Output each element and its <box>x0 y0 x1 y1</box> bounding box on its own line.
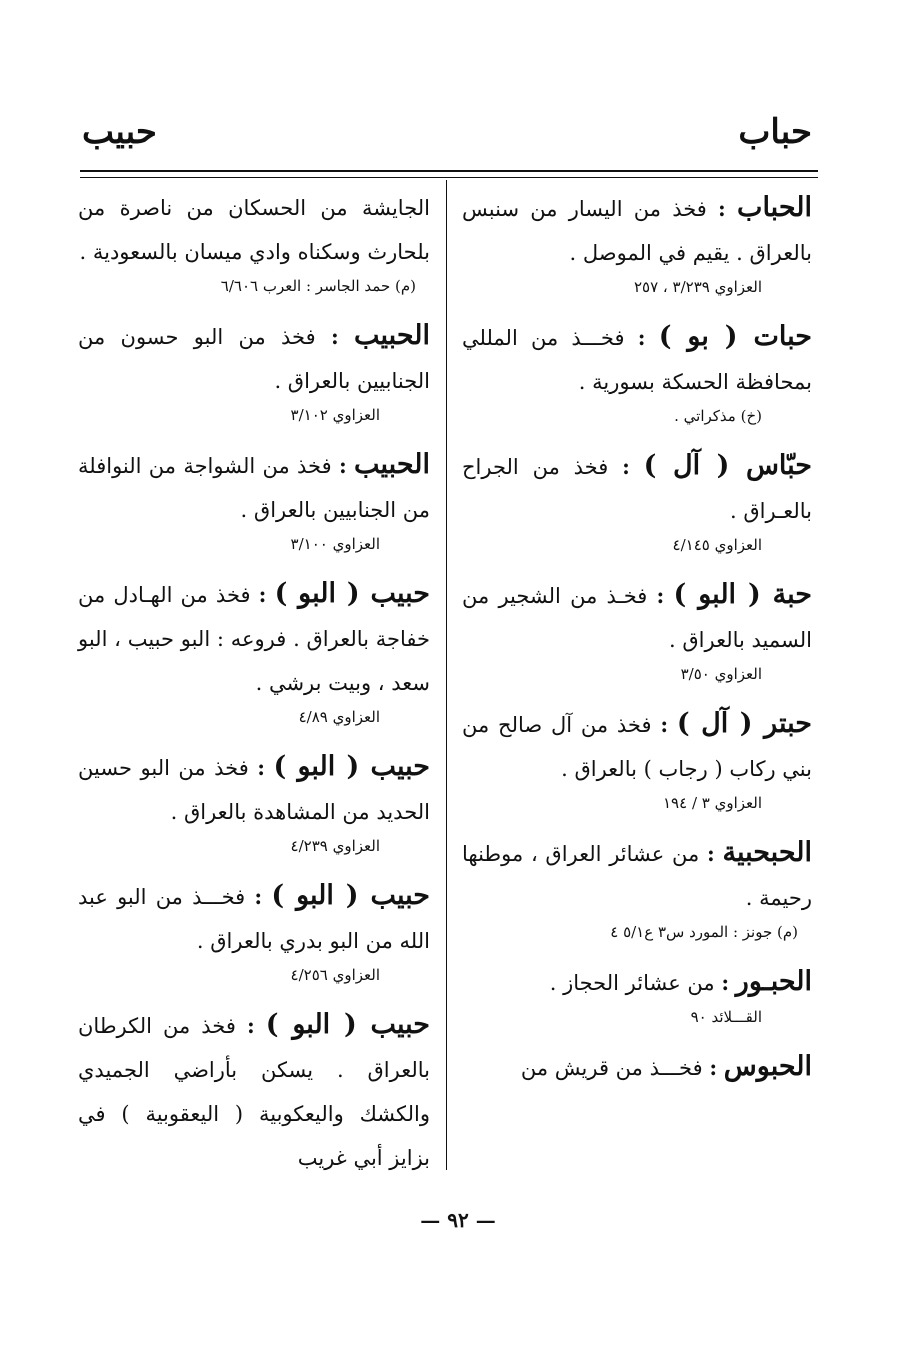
entry-text: فخـــذ من قريش من <box>520 1056 703 1080</box>
entry-al-habib-1 <box>78 314 430 427</box>
entry-text: فخذ من الشواجة من النوافلة من الجنابيين بالعراق . <box>78 454 430 522</box>
entry-al-hubus <box>462 1045 812 1090</box>
header-rule-thin <box>80 177 818 178</box>
entry-head: حبيب ( البو ) <box>274 578 430 609</box>
entry-head: الحباب <box>737 192 812 223</box>
entry-habib-3 <box>78 874 430 987</box>
entry-al-habur <box>462 960 812 1029</box>
entry-head: حبتر ( آل ) <box>676 708 812 739</box>
running-header-left: حبيب <box>82 112 157 152</box>
entry-text: فخذ من البو حسين الحديد من المشاهدة بالعراق . <box>78 756 430 824</box>
entry-text: فخذ من البو حسون من الجنابيين بالعراق . <box>78 325 430 393</box>
right-column <box>462 186 812 1106</box>
entry-head: حبة ( البو ) <box>673 579 812 610</box>
entry-habib-4 <box>78 1003 430 1180</box>
entry-text: فخذ من الجراح بالعـراق . <box>462 455 812 523</box>
entry-source: (خ) مذكراتي . <box>674 407 762 425</box>
entry-head: حبّاس ( آل ) <box>643 450 812 481</box>
column-divider <box>446 180 447 1170</box>
entry-al-habhabiya <box>462 831 812 944</box>
entry-body: الحبوس : فخـــذ من قريش من <box>520 1051 812 1082</box>
entry-source: العزاوي ٤/١٤٥ <box>672 536 762 554</box>
entry-habib-1 <box>78 572 430 729</box>
left-column <box>78 186 430 1196</box>
entry-hubba <box>462 573 812 686</box>
entry-text: الجايشة من الحسكان من ناصرة من بلحارث وسكناه وادي ميسان بالسعودية . <box>78 196 430 264</box>
entry-habib-2 <box>78 745 430 858</box>
entry-source: العزاوي ٣/٢٣٩ ، ٢٥٧ <box>633 278 762 296</box>
entry-body: الحباب : فخذ من اليسار من سنبس بالعراق . يقيم في الموصل . <box>462 192 812 265</box>
entry-head: حبيب ( البو ) <box>273 751 430 782</box>
entry-body: حبيب ( البو ) : فخذ من البو حسين الحديد من المشاهدة بالعراق . <box>78 751 430 824</box>
entry-body: الحبيب : فخذ من البو حسون من الجنابيين بالعراق . <box>78 320 430 393</box>
entry-source: العزاوي ٤/٢٣٩ <box>290 837 380 855</box>
entry-body <box>78 186 430 274</box>
entry-text: من عشائر الحجاز . <box>549 971 715 995</box>
entry-source: العزاوي ٣/٥٠ <box>680 665 762 683</box>
entry-head: حبيب ( البو ) <box>265 1009 430 1040</box>
entry-habtar <box>462 702 812 815</box>
entry-head: الحبيب <box>354 320 430 351</box>
entry-body: حبيب ( البو ) : فخذ من الهـادل من خفاجة بالعراق . فروعه : البو حبيب ، البو سعد ، وبيت برشي . <box>78 578 430 695</box>
entry-body: الحبيب : فخذ من الشواجة من النوافلة من الجنابيين بالعراق . <box>78 449 430 522</box>
running-header-right: حباب <box>738 112 812 152</box>
entry-body: حبتر ( آل ) : فخذ من آل صالح من بني ركاب ( رجاب ) بالعراق . <box>462 708 812 781</box>
entry-text: فخذ من اليسار من سنبس بالعراق . يقيم في الموصل . <box>462 197 812 265</box>
entry-text: فخذ من الكرطان بالعراق . يسكن بأراضي الجميدي والكشك واليعكوبية ( اليعقوبية ) في بزايز أبي غريب <box>78 1014 430 1170</box>
entry-head: الحبحبية <box>722 837 812 868</box>
entry-source: العزاوي ٤/٨٩ <box>298 708 380 726</box>
entry-al-hubab <box>462 186 812 299</box>
entry-source: العزاوي ٤/٢٥٦ <box>290 966 380 984</box>
entry-body: الحبـور : من عشائر الحجاز . <box>549 966 812 997</box>
entry-al-habib-2 <box>78 443 430 556</box>
page-number: — ٩٢ — <box>420 1208 496 1232</box>
entry-text: فخـذ من الشجير من السميد بالعراق . <box>462 584 812 652</box>
entry-source: (م) جونز : المورد س٣ ع٥/١ ٤ <box>610 923 798 941</box>
header-rule-thick <box>80 170 818 172</box>
entry-head: الحبـور <box>735 966 812 997</box>
entry-text: فخـــذ من البو عبد الله من البو بدري بالعراق . <box>78 885 430 953</box>
entry-body: حبة ( البو ) : فخـذ من الشجير من السميد بالعراق . <box>462 579 812 652</box>
entry-head: الحبيب <box>354 449 430 480</box>
entry-body: حبات ( بو ) : فخـــذ من المللي بمحافظة الحسكة بسورية . <box>462 321 812 394</box>
entry-body: حبّاس ( آل ) : فخذ من الجراح بالعـراق . <box>462 450 812 523</box>
entry-hubat <box>462 315 812 428</box>
entry-head: الحبوس <box>723 1051 812 1082</box>
entry-source: العزاوي ٣/١٠٠ <box>290 535 380 553</box>
entry-source: القـــلائد ٩٠ <box>690 1008 762 1026</box>
entry-body: حبيب ( البو ) : فخذ من الكرطان بالعراق . يسكن بأراضي الجميدي والكشك واليعكوبية ( اليعقوبية ) في بزايز أبي غريب <box>78 1009 430 1170</box>
entry-source: العزاوي ٣ / ١٩٤ <box>663 794 762 812</box>
entry-text: فخـــذ من المللي بمحافظة الحسكة بسورية . <box>462 326 812 394</box>
entry-source: العزاوي ٣/١٠٢ <box>290 406 380 424</box>
entry-habbas <box>462 444 812 557</box>
entry-text: فخذ من آل صالح من بني ركاب ( رجاب ) بالعراق . <box>462 713 812 781</box>
entry-source: (م) حمد الجاسر : العرب ٦/٦٠٦ <box>220 277 416 295</box>
entry-body: الحبحبية : من عشائر العراق ، موطنها رحيمة . <box>462 837 812 910</box>
entry-continuation <box>78 186 430 298</box>
entry-text: فخذ من الهـادل من خفاجة بالعراق . فروعه : البو حبيب ، البو سعد ، وبيت برشي . <box>78 583 430 695</box>
entry-body: حبيب ( البو ) : فخـــذ من البو عبد الله من البو بدري بالعراق . <box>78 880 430 953</box>
entry-text: من عشائر العراق ، موطنها رحيمة . <box>462 842 812 910</box>
entry-head: حبات ( بو ) <box>658 321 812 352</box>
entry-head: حبيب ( البو ) <box>271 880 430 911</box>
